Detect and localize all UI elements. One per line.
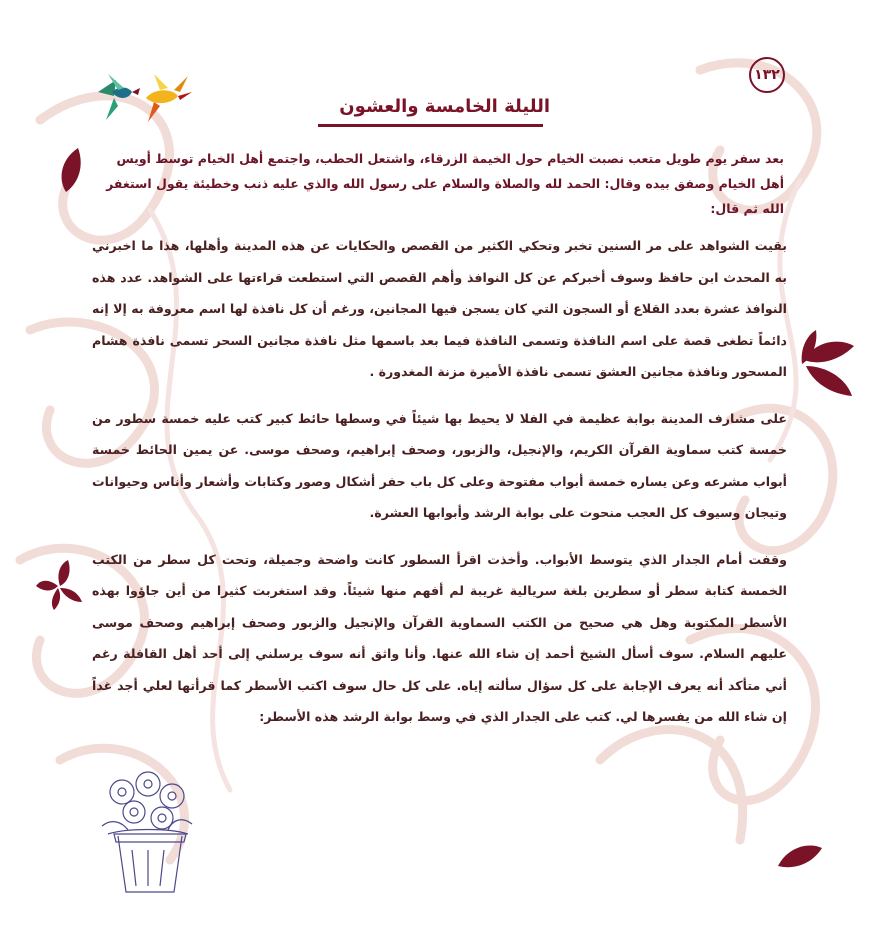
body-text <box>92 230 787 748</box>
intro-paragraph: بعد سفر يوم طويل متعب نصبت الخيام حول الخيمة الزرقاء، واشتعل الحطب، واجتمع أهل الخيام توسط أويس أهل الخيام وصفق بيده وقال: الحمد لله والصلاة والسلام على رسول الله والذي عليه ذنب وخطيئة يقول استغفر الله ثم قال: <box>106 151 784 216</box>
chapter-title: الليلة الخامسة والعشون <box>339 96 550 117</box>
leaf-icon <box>56 146 84 194</box>
page-number: ١٣٢ <box>749 57 785 93</box>
paragraph: وقفت أمام الجدار الذي يتوسط الأبواب. وأخذت اقرأ السطور كانت واضحة وجميلة، وتحت كل سطر من الكتب الخمسة كتابة سطر أو سطرين بلغة سريالية غريبة لم أفهم منها شيئاً. وقد استغربت كثيرا من أين جاؤوا بهذه الأسطر المكتوبة وهل هي صحيح من الكتب السماوية القرآن والإنجيل والزبور وصحف إبراهيم وصحف موسى عليهم السلام. سوف أسأل الشيخ أحمد إن شاء الله عنها. وأنا واثق أنه سوف يرسلني إلى أحد أهل القافلة رغم أني متأكد أنه يعرف الإجابة على كل سؤال سألته إياه. على كل حال سوف اكتب الأسطر كما قرأتها لعلي أجد غداً إن شاء الله من يفسرها لي. كتب على الجدار الذي في وسط بوابة الرشد هذه الأسطر: <box>92 551 787 724</box>
flower-pot-illustration <box>92 770 204 895</box>
leaf-icon <box>776 840 824 872</box>
paragraph: على مشارف المدينة بوابة عظيمة في الفلا لا يحيط بها شيئاً في وسطها حائط كبير كتب عليه خمسة سطور من خمسة كتب سماوية القرآن الكريم، والإنجيل، والزبور، وصحف إبراهيم، وصحف موسى. عن يمين الحائط خمسة أبواب مشرعه وعن يساره خمسة أبواب مفتوحة وعلى كل باب حفر أشكال وصور وكتابات وأشعار وأناس وحيوانات وتيجان وسيوف كل العجب منحوت على بوابة الرشد وأبوابها العشرة. <box>92 410 787 520</box>
green-hummingbird-icon <box>98 74 140 120</box>
leaf-cluster-icon <box>36 560 84 610</box>
leaf-cluster-icon <box>796 330 858 400</box>
yellow-hummingbird-icon <box>146 74 192 122</box>
title-underline <box>318 124 543 127</box>
hummingbirds-illustration <box>88 70 200 132</box>
paragraph: بقيت الشواهد على مر السنين تخبر وتحكي الكثير من القصص والحكايات عن هذه المدينة وأهلها، هذا ما اخبرني به المحدث ابن حافظ وسوف أخبركم عن كل النوافذ وأهم القصص التي استطعت قراءتها على الشواهد. عدد هذه النوافذ عشرة بعدد القلاع أو السجون التي كان يسجن فيها المجانين، ورغم أن كل نافذة لها اسم معروفة به إلا إنه دائماً تطغى قصة على اسم النافذة وتسمى النافذة فيما بعد باسمها مثل نافذة مجانين السحر تسمى نافذة هشام المسحور ونافذة مجانين العشق تسمى نافذة الأميرة مزنة المغدورة . <box>92 238 787 379</box>
